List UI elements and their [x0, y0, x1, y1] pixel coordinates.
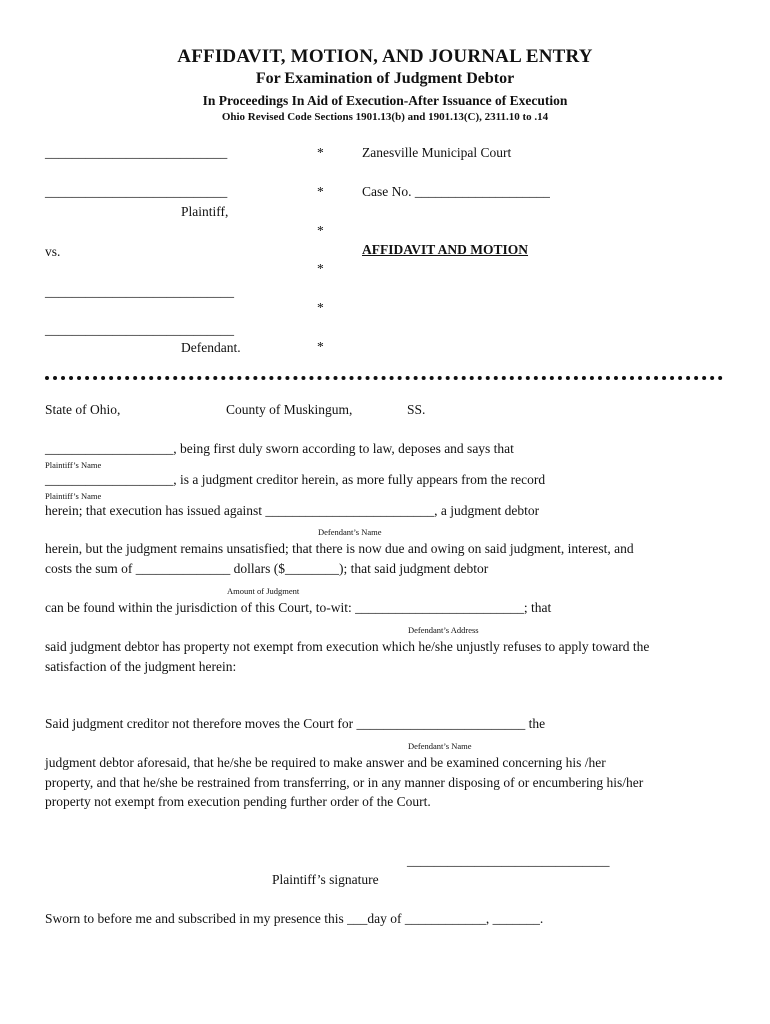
- plaintiff-label: Plaintiff,: [181, 204, 229, 219]
- dotted-divider: [45, 376, 723, 380]
- venue-county: County of Muskingum,: [226, 402, 353, 417]
- body-line-2: ___________________, is a judgment creditor herein, as more fully appears from the record: [45, 472, 546, 487]
- body-line-11: property, and that he/she be restrained from transferring, or in any manner disposing of or encumbering his/her: [45, 775, 644, 790]
- code-sections: Ohio Revised Code Sections 1901.13(b) and 1901.13(C), 2311.10 to .14: [221, 111, 549, 123]
- body-line-7: said judgment debtor has property not exempt from execution which he/she unjustly refuses to apply toward the: [45, 639, 650, 654]
- sworn-statement: Sworn to before me and subscribed in my presence this ___day of ____________, _______.: [45, 911, 544, 926]
- venue-state: State of Ohio,: [45, 402, 121, 417]
- caption-star: *: [317, 339, 324, 354]
- motion-heading: AFFIDAVIT AND MOTION: [362, 242, 529, 257]
- caption-star: *: [317, 300, 324, 315]
- caption-star: *: [317, 223, 324, 238]
- plaintiff-name-caption: Plaintiff’s Name: [45, 460, 102, 470]
- body-line-12: property not exempt from execution pending further order of the Court.: [45, 794, 431, 809]
- defendant-name-caption: Defendant’s Name: [318, 527, 382, 537]
- defendant-name-line-2[interactable]: ____________________________: [45, 322, 234, 337]
- document-title: AFFIDAVIT, MOTION, AND JOURNAL ENTRY: [177, 46, 593, 67]
- body-line-3: herein; that execution has issued against _________________________, a judgment debtor: [45, 503, 540, 518]
- body-line-5: costs the sum of ______________ dollars ($________); that said judgment debtor: [45, 561, 489, 576]
- document-subtitle: For Examination of Judgment Debtor: [255, 70, 515, 87]
- plaintiff-name-caption: Plaintiff’s Name: [45, 491, 102, 501]
- defendant-name-line-1[interactable]: ____________________________: [45, 284, 234, 299]
- caption-star: *: [317, 261, 324, 276]
- body-line-9: Said judgment creditor not therefore moves the Court for _________________________ the: [45, 716, 546, 731]
- case-number-field[interactable]: Case No. ____________________: [362, 184, 550, 199]
- court-name: Zanesville Municipal Court: [362, 145, 512, 160]
- plaintiff-name-line-2[interactable]: ___________________________: [45, 184, 228, 199]
- defendant-label: Defendant.: [181, 340, 241, 355]
- body-line-6: can be found within the jurisdiction of this Court, to-wit: _________________________; that: [45, 600, 552, 615]
- venue-ss: SS.: [407, 402, 426, 417]
- defendant-name-caption: Defendant’s Name: [408, 741, 472, 751]
- body-line-8: satisfaction of the judgment herein:: [45, 659, 237, 674]
- body-line-1: ___________________, being first duly sworn according to law, deposes and says that: [45, 441, 514, 456]
- body-line-4: herein, but the judgment remains unsatisfied; that there is now due and owing on said judgment, interest, and: [45, 541, 634, 556]
- signature-line[interactable]: ______________________________: [407, 853, 610, 868]
- caption-star: *: [317, 145, 324, 160]
- signature-label: Plaintiff’s signature: [272, 872, 379, 887]
- body-line-10: judgment debtor aforesaid, that he/she be required to make answer and be examined concerning his /her: [45, 755, 606, 770]
- plaintiff-name-line-1[interactable]: ___________________________: [45, 145, 228, 160]
- amount-caption: Amount of Judgment: [227, 586, 300, 596]
- vs-label: vs.: [45, 244, 61, 259]
- defendant-address-caption: Defendant’s Address: [408, 625, 479, 635]
- caption-star: *: [317, 184, 324, 199]
- proceedings-heading: In Proceedings In Aid of Execution-After Issuance of Execution: [202, 93, 568, 108]
